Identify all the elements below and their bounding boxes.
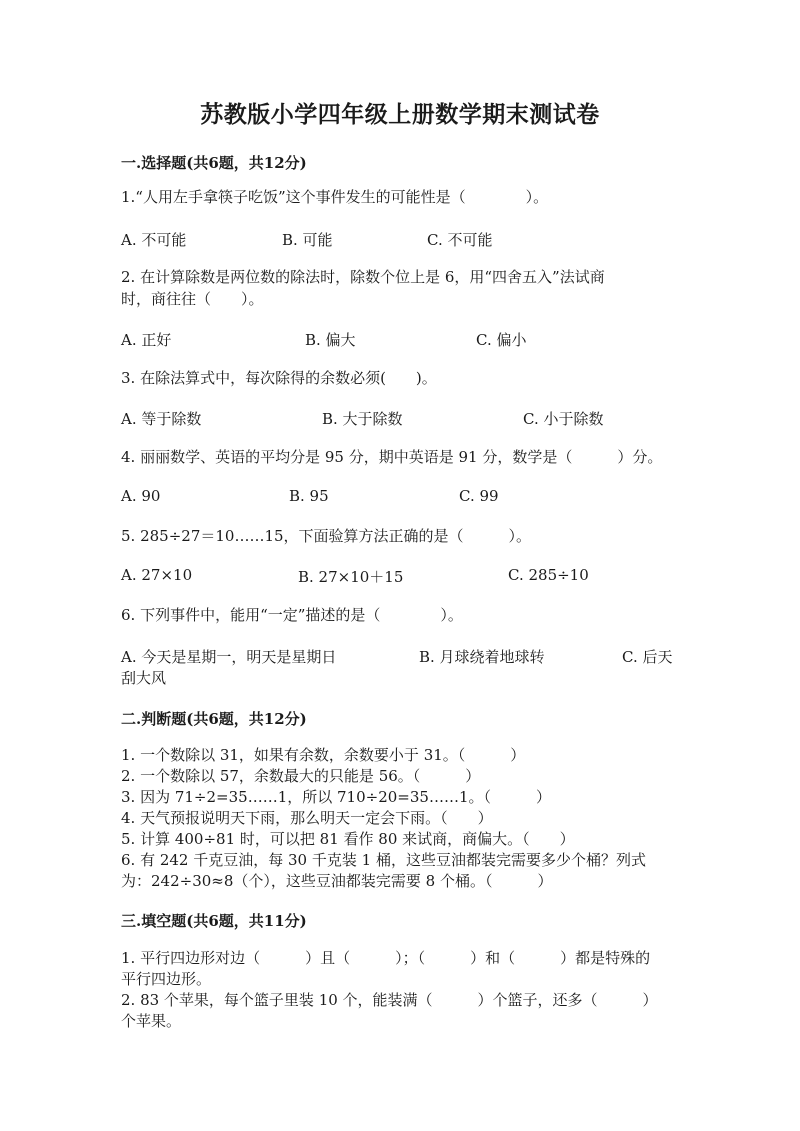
option-b: B. 27×10＋15 xyxy=(298,568,404,586)
judge-line: 6. 有 242 千克豆油，每 30 千克装 1 桶，这些豆油都装完需要多少个桶？列式 xyxy=(121,851,646,869)
judge-line: 3. 因为 71÷2=35……1，所以 710÷20=35……1。（ ） xyxy=(121,788,551,806)
option-b: B. 95 xyxy=(289,487,329,505)
option-c: C. 285÷10 xyxy=(508,566,589,584)
page-title: 苏教版小学四年级上册数学期末测试卷 xyxy=(200,101,600,128)
judge-line: 1. 一个数除以 31，如果有余数，余数要小于 31。（ ） xyxy=(121,746,526,764)
option-b: B. 大于除数 xyxy=(322,410,403,428)
option-c: C. 99 xyxy=(459,487,499,505)
option-a: A. 今天是星期一，明天是星期日 xyxy=(121,648,337,666)
section-heading-judge: 二.判断题(共6题，共12分) xyxy=(121,710,307,728)
option-a: A. 90 xyxy=(121,487,161,505)
option-b: B. 偏大 xyxy=(305,331,356,349)
judge-line: 为：242÷30≈8（个），这些豆油都装完需要 8 个桶。（ ） xyxy=(121,872,553,890)
option-a: A. 正好 xyxy=(121,331,172,349)
judge-line: 5. 计算 400÷81 时，可以把 81 看作 80 来试商，商偏大。（ ） xyxy=(121,830,575,848)
fill-line: 平行四边形。 xyxy=(121,970,212,988)
question-text: 2. 在计算除数是两位数的除法时，除数个位上是 6，用“四舍五入”法试商 xyxy=(121,268,605,286)
section-heading-fill: 三.填空题(共6题，共11分) xyxy=(121,912,307,930)
option-b: B. 月球绕着地球转 xyxy=(419,648,545,666)
option-c: C. 不可能 xyxy=(427,231,493,249)
question-text: 4. 丽丽数学、英语的平均分是 95 分，期中英语是 91 分，数学是（ ）分。 xyxy=(121,448,663,466)
fill-line: 2. 83 个苹果，每个篮子里装 10 个，能装满（ ）个篮子，还多（ ） xyxy=(121,991,658,1009)
judge-line: 4. 天气预报说明天下雨，那么明天一定会下雨。（ ） xyxy=(121,809,493,827)
option-c-wrap: 刮大风 xyxy=(121,669,167,687)
question-text: 6. 下列事件中，能用“一定”描述的是（ ）。 xyxy=(121,606,463,624)
option-a: A. 不可能 xyxy=(121,231,187,249)
option-a: A. 27×10 xyxy=(121,566,193,584)
option-c: C. 偏小 xyxy=(476,331,527,349)
question-text: 时，商往往（ ）。 xyxy=(121,290,264,308)
option-c: C. 小于除数 xyxy=(523,410,604,428)
question-text: 3. 在除法算式中，每次除得的余数必须( )。 xyxy=(121,369,437,387)
option-c: C. 后天 xyxy=(622,648,673,666)
question-text: 1.“人用左手拿筷子吃饭”这个事件发生的可能性是（ ）。 xyxy=(121,188,549,206)
option-b: B. 可能 xyxy=(282,231,333,249)
section-heading-choice: 一.选择题(共6题，共12分) xyxy=(121,154,307,172)
question-text: 5. 285÷27＝10……15，下面验算方法正确的是（ ）。 xyxy=(121,527,532,545)
fill-line: 个苹果。 xyxy=(121,1012,182,1030)
judge-line: 2. 一个数除以 57，余数最大的只能是 56。（ ） xyxy=(121,767,481,785)
option-a: A. 等于除数 xyxy=(121,410,202,428)
fill-line: 1. 平行四边形对边（ ）且（ ）；（ ）和（ ）都是特殊的 xyxy=(121,949,651,967)
